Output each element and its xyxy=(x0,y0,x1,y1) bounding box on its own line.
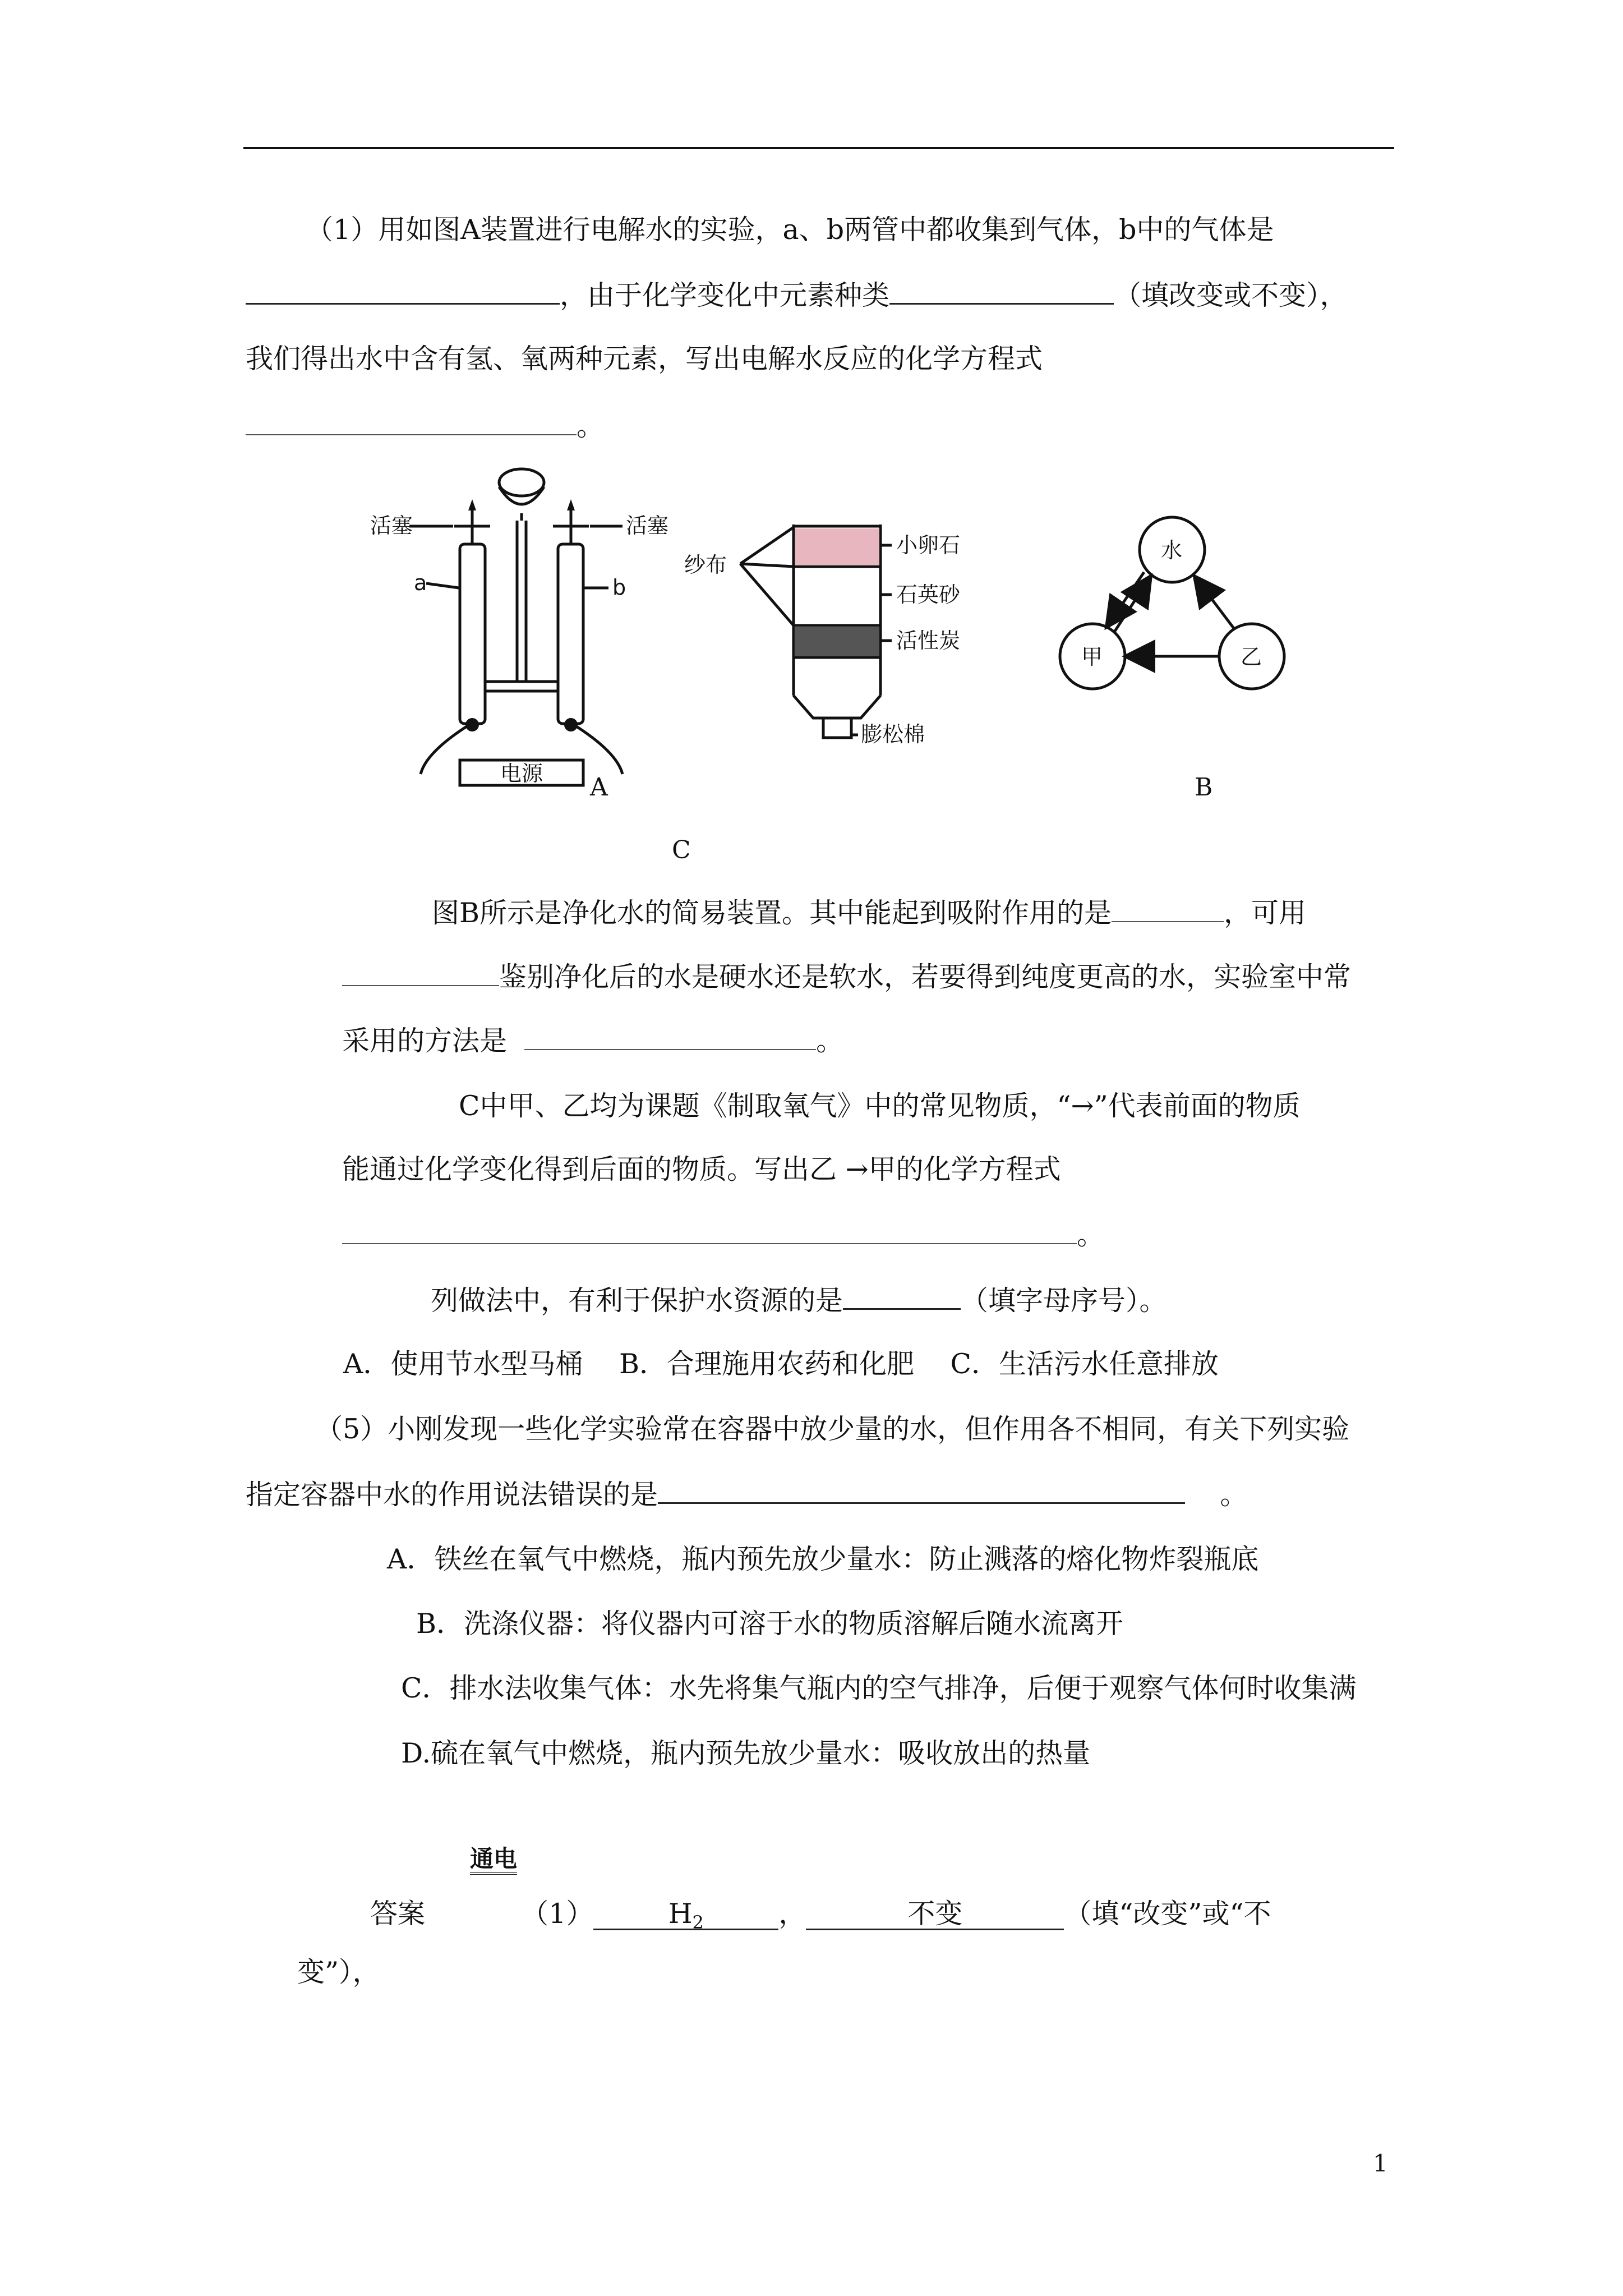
q5-option-b: B．洗涤仪器：将仪器内可溶于水的物质溶解后随水流离开 xyxy=(416,1608,1124,1640)
fig-a-stopcock-left: 活塞 xyxy=(370,513,413,538)
q3-blank-equation[interactable] xyxy=(342,1218,1077,1244)
q4-blank-choice[interactable] xyxy=(843,1283,961,1310)
q2-line1: 图B所示是净化水的简易装置。其中能起到吸附作用的是 ，可用 xyxy=(432,897,1307,929)
q1-line4: 。 xyxy=(246,409,604,443)
q5-line1: （5）小刚发现一些化学实验常在容器中放少量的水，但作用各不相同，有关下列实验 xyxy=(315,1413,1350,1445)
q3-line2: 能通过化学变化得到后面的物质。写出乙 →甲的化学方程式 xyxy=(342,1153,1061,1185)
answer-line2: 变”）， xyxy=(297,1956,380,1988)
q1-line3: 我们得出水中含有氢、氧两种元素，写出电解水反应的化学方程式 xyxy=(246,343,1043,375)
fig-c-node-top: 水 xyxy=(1161,538,1183,563)
figure-c-cycle xyxy=(1049,516,1295,707)
fig-a-tube-b: b xyxy=(612,575,626,600)
q2-line2: 鉴别净化后的水是硬水还是软水，若要得到纯度更高的水，实验室中常 xyxy=(342,960,1351,994)
figure-c-caption: C xyxy=(672,836,691,864)
fig-a-power: 电源 xyxy=(500,761,543,786)
q2-blank-adsorb[interactable] xyxy=(1112,896,1224,922)
q5-option-d: D.硫在氧气中燃烧，瓶内预先放少量水：吸收放出的热量 xyxy=(401,1737,1091,1769)
q1-line2: ，由于化学变化中元素种类 （填改变或不变）， xyxy=(246,278,1348,312)
q2-line3: 采用的方法是 。 xyxy=(342,1025,844,1057)
answer-line1: 答案 （1） $H_2$ ， 不变 （填“改变”或“不 xyxy=(370,1898,1271,1933)
q5-option-c: C．排水法收集气体：水先将集气瓶内的空气排净，后便于观察气体何时收集满 xyxy=(401,1672,1357,1704)
figure-b-caption: B xyxy=(1195,773,1213,802)
q1-line1: （1）用如图A装置进行电解水的实验，a、b两管中都收集到气体，b中的气体是 xyxy=(306,214,1274,246)
q5-option-a: A．铁丝在氧气中燃烧，瓶内预先放少量水：防止溅落的熔化物炸裂瓶底 xyxy=(387,1543,1259,1575)
q1-blank-gas[interactable] xyxy=(246,278,560,305)
q2-blank-method[interactable] xyxy=(524,1024,816,1050)
fig-c-node-right: 乙 xyxy=(1241,645,1262,669)
q1-blank-element[interactable] xyxy=(889,278,1114,305)
figure-a-electrolysis xyxy=(359,460,669,786)
fig-b-layer4: 膨松棉 xyxy=(861,722,925,747)
q2-blank-identify[interactable] xyxy=(342,960,499,986)
q5-line2: 指定容器中水的作用说法错误的是 。 xyxy=(246,1479,1248,1511)
header-rule xyxy=(243,147,1394,149)
fig-b-layer2: 石英砂 xyxy=(896,582,961,607)
fig-a-stopcock-right: 活塞 xyxy=(626,513,669,538)
q3-line3: 。 xyxy=(342,1218,1104,1252)
page-number: 1 xyxy=(1373,2150,1388,2177)
answer-bubian: 不变 xyxy=(806,1897,1064,1930)
q4-line1: 列做法中，有利于保护水资源的是 （填字母序号）。 xyxy=(431,1285,1167,1317)
figure-b-purifier xyxy=(673,510,1021,746)
fig-a-tube-a: a xyxy=(414,570,427,595)
fig-b-gauze: 纱布 xyxy=(684,553,727,577)
fig-b-layer3: 活性炭 xyxy=(896,628,961,653)
tongdian-label: 通电 xyxy=(470,1846,517,1875)
answer-h2: $H_2$ xyxy=(593,1897,778,1930)
fig-c-node-left: 甲 xyxy=(1081,645,1103,669)
fig-b-layer1: 小卵石 xyxy=(896,533,961,558)
q3-line1: C中甲、乙均为课题《制取氧气》中的常见物质，“→”代表前面的物质 xyxy=(459,1090,1301,1122)
q4-options: A．使用节水型马桶 B．合理施用农药和化肥 C．生活污水任意排放 xyxy=(343,1348,1219,1380)
q5-blank[interactable] xyxy=(658,1478,1185,1504)
figure-a-caption: A xyxy=(590,773,608,802)
q1-blank-equation[interactable] xyxy=(246,409,577,435)
